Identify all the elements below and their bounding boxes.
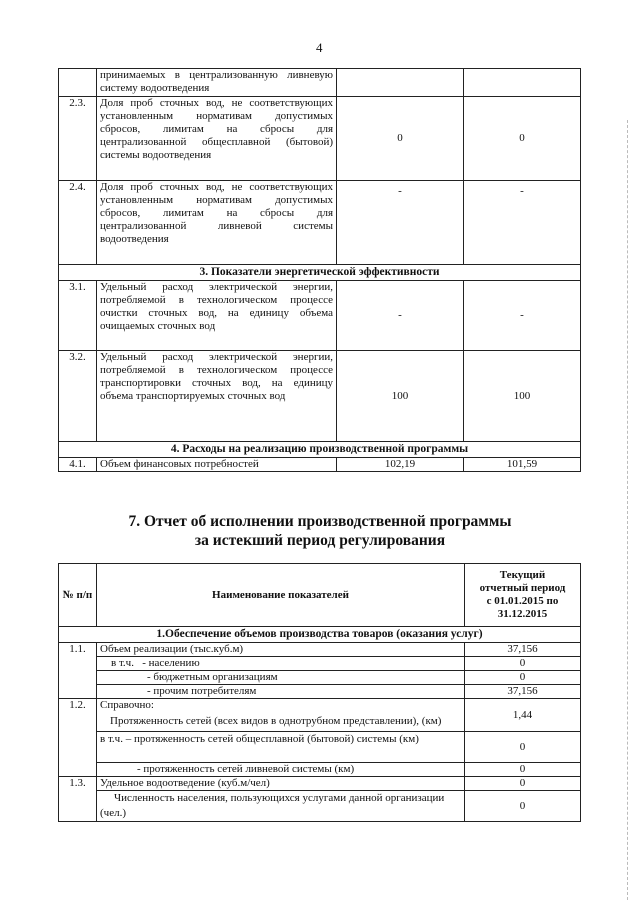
indicator-name: - бюджетным организациям (97, 671, 465, 685)
value-cell: 37,156 (465, 685, 581, 699)
period-line: с 01.01.2015 по (486, 595, 559, 607)
table-row (59, 685, 581, 699)
col-header-number: № п/п (59, 564, 97, 627)
value-cell: - (464, 181, 581, 265)
header-row (59, 564, 581, 627)
indicator-name: Удельное водоотведение (куб.м/чел) (97, 777, 465, 791)
period-line: 31.12.2015 (497, 608, 548, 620)
indicator-name (97, 699, 465, 732)
indicators-table (58, 68, 581, 472)
section-heading: 4. Расходы на реализацию производственной программы (59, 442, 581, 458)
period-line: Текущий (499, 569, 546, 581)
reference-label: Справочно: (100, 699, 154, 711)
value-cell: 102,19 (337, 458, 464, 472)
row-number: 1.1. (59, 643, 97, 699)
value-cell (464, 69, 581, 97)
row-number: 2.3. (59, 97, 97, 181)
value-cell: - (464, 281, 581, 351)
indicator-name: Доля проб сточных вод, не соответствующих установленным нормативам допустимых сбросов, лимитам на сбросы для централизованной ливневой системы водоотведения (97, 181, 337, 265)
indicator-name: - прочим потребителям (97, 685, 465, 699)
value-cell: - (337, 281, 464, 351)
value-cell: 0 (465, 657, 581, 671)
value-cell: 100 (464, 351, 581, 442)
value-cell: 37,156 (465, 643, 581, 657)
scan-artifact (627, 120, 628, 900)
value-cell: - (337, 181, 464, 265)
section-row (59, 265, 581, 281)
table-row (59, 351, 581, 442)
page-number: 4 (316, 40, 323, 55)
section-heading: 1.Обеспечение объемов производства товаров (оказания услуг) (59, 627, 581, 643)
report-title-line1: 7. Отчет об исполнении производственной программы (128, 513, 512, 530)
indicator-name: в т.ч. – протяженность сетей общесплавной (бытовой) системы (км) (97, 732, 465, 763)
table-row (59, 763, 581, 777)
period-line: отчетный период (479, 582, 566, 594)
indicator-name: Удельный расход электрической энергии, потребляемой в технологическом процессе транспортировки сточных вод, на единицу объема транспортируемых сточных вод (97, 351, 337, 442)
indicator-name: - протяженность сетей ливневой системы (км) (97, 763, 465, 777)
report-table (58, 563, 581, 822)
table-row (59, 181, 581, 265)
row-number (59, 69, 97, 97)
indicator-name: Объем реализации (тыс.куб.м) (97, 643, 465, 657)
report-title-line2: за истекший период регулирования (194, 532, 446, 549)
value-cell: 0 (465, 777, 581, 791)
row-number: 4.1. (59, 458, 97, 472)
table-row (59, 657, 581, 671)
value-cell: 0 (337, 97, 464, 181)
prefix-label: в т.ч. (111, 657, 134, 669)
col-header-name: Наименование показателей (97, 564, 465, 627)
section-row (59, 442, 581, 458)
col-header-period (465, 564, 581, 627)
section-row (59, 627, 581, 643)
table-row (59, 671, 581, 685)
table-row (59, 699, 581, 732)
value-cell: 0 (465, 671, 581, 685)
table-row (59, 643, 581, 657)
value-cell: 0 (464, 97, 581, 181)
value-cell: 1,44 (465, 699, 581, 732)
table-row (59, 281, 581, 351)
row-number: 3.2. (59, 351, 97, 442)
row-number: 3.1. (59, 281, 97, 351)
value-cell: 100 (337, 351, 464, 442)
value-cell: 101,59 (464, 458, 581, 472)
indicator-name: Численность населения, пользующихся услугами данной организации (чел.) (97, 791, 465, 822)
network-length-label: Протяженность сетей (всех видов в однотрубном представлении), (км) (110, 715, 442, 727)
sub-indicator: - населению (142, 657, 200, 669)
value-cell: 0 (465, 763, 581, 777)
value-cell: 0 (465, 732, 581, 763)
indicator-name: Доля проб сточных вод, не соответствующих установленным нормативам допустимых сбросов, лимитам на сбросы для централизованной общесплавной (бытовой) системы водоотведения (97, 97, 337, 181)
table-row (59, 458, 581, 472)
row-number: 2.4. (59, 181, 97, 265)
indicator-name: принимаемых в централизованную ливневую систему водоотведения (97, 69, 337, 97)
table-row (59, 69, 581, 97)
indicator-name: Объем финансовых потребностей (97, 458, 337, 472)
table-row (59, 777, 581, 791)
row-number: 1.2. (59, 699, 97, 777)
indicator-name (97, 657, 465, 671)
value-cell (337, 69, 464, 97)
row-number: 1.3. (59, 777, 97, 822)
section-heading: 3. Показатели энергетической эффективности (59, 265, 581, 281)
table-row (59, 732, 581, 763)
value-cell: 0 (465, 791, 581, 822)
table-row (59, 791, 581, 822)
indicator-name: Удельный расход электрической энергии, потребляемой в технологическом процессе очистки сточных вод, на единицу объема очищаемых сточных вод (97, 281, 337, 351)
table-row (59, 97, 581, 181)
